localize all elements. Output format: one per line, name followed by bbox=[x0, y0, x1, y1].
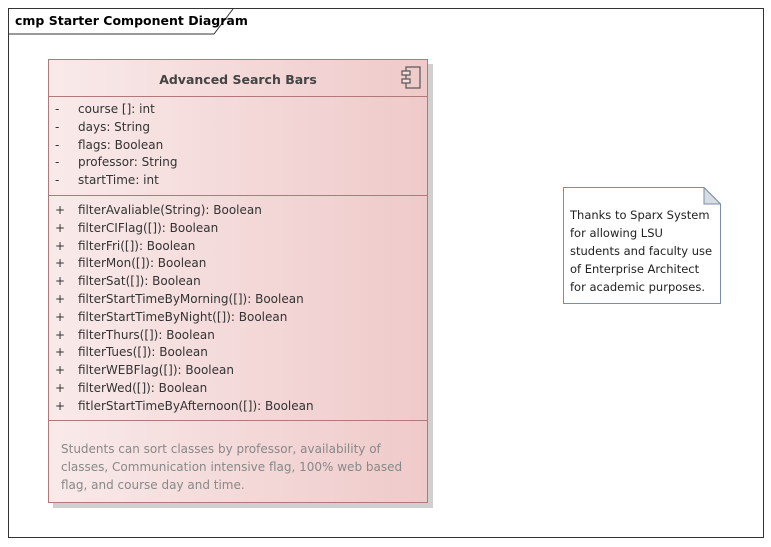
operation-row-text: filterCIFlag([]): Boolean bbox=[78, 220, 219, 235]
visibility-marker: + bbox=[55, 327, 66, 342]
operation-row-text: filterSat([]): Boolean bbox=[78, 274, 201, 289]
component-icon bbox=[401, 65, 425, 91]
operation-row[interactable] bbox=[49, 273, 427, 291]
attribute-row-text: course []: int bbox=[78, 102, 155, 116]
attribute-row[interactable] bbox=[49, 119, 427, 137]
visibility-marker: + bbox=[55, 238, 66, 253]
operation-row[interactable] bbox=[49, 327, 427, 345]
operation-row[interactable] bbox=[49, 202, 427, 220]
operation-row-text: filterMon([]): Boolean bbox=[78, 256, 207, 271]
operation-row-text: fitlerStartTimeByAfternoon([]): Boolean bbox=[78, 398, 314, 413]
attribute-row[interactable] bbox=[49, 137, 427, 155]
attribute-row[interactable] bbox=[49, 172, 427, 190]
visibility-marker: + bbox=[55, 203, 66, 217]
visibility-marker: + bbox=[55, 256, 66, 271]
operation-row-text: filterWEBFlag([]): Boolean bbox=[78, 363, 234, 378]
operation-row[interactable] bbox=[49, 380, 427, 398]
operation-row[interactable] bbox=[49, 309, 427, 327]
operation-row-text: filterTues([]): Boolean bbox=[78, 345, 208, 360]
operation-row[interactable] bbox=[49, 344, 427, 362]
visibility-marker: + bbox=[55, 220, 66, 235]
visibility-marker: - bbox=[55, 173, 60, 188]
operation-row[interactable] bbox=[49, 255, 427, 273]
component-header bbox=[49, 60, 427, 97]
note-text: Thanks to Sparx System for allowing LSU students and faculty use of Enterprise Architect for academic purposes. bbox=[570, 208, 713, 294]
operation-row-text: filterStartTimeByMorning([]): Boolean bbox=[78, 291, 304, 306]
visibility-marker: - bbox=[55, 155, 60, 170]
component-name: Advanced Search Bars bbox=[159, 72, 317, 87]
operation-row[interactable] bbox=[49, 238, 427, 256]
attribute-row-text: flags: Boolean bbox=[78, 137, 164, 152]
visibility-marker: + bbox=[55, 380, 66, 395]
visibility-marker: - bbox=[55, 102, 60, 116]
visibility-marker: + bbox=[55, 345, 66, 360]
operation-row[interactable] bbox=[49, 291, 427, 309]
component-advanced-search-bars[interactable] bbox=[48, 59, 428, 503]
visibility-marker: + bbox=[55, 309, 66, 324]
visibility-marker: + bbox=[55, 398, 66, 413]
operation-row-text: filterFri([]): Boolean bbox=[78, 238, 196, 253]
operation-row-text: filterStartTimeByNight([]): Boolean bbox=[78, 309, 288, 324]
visibility-marker: + bbox=[55, 363, 66, 378]
attribute-row-text: professor: String bbox=[78, 155, 178, 170]
visibility-marker: - bbox=[55, 137, 60, 152]
attribute-row[interactable] bbox=[49, 154, 427, 172]
operation-row[interactable] bbox=[49, 220, 427, 238]
operation-row-text: filterAvaliable(String): Boolean bbox=[78, 203, 262, 217]
visibility-marker: - bbox=[55, 119, 60, 134]
attribute-row-text: days: String bbox=[78, 119, 150, 134]
operation-row[interactable] bbox=[49, 398, 427, 416]
attribute-row-text: startTime: int bbox=[78, 173, 159, 188]
note-element[interactable] bbox=[563, 187, 721, 304]
attributes-compartment bbox=[49, 97, 427, 196]
component-notes: Students can sort classes by professor, availability of classes, Communication intensive flag, 100% web based flag, and course day and time. bbox=[61, 442, 403, 492]
attribute-row[interactable] bbox=[49, 101, 427, 119]
operations-compartment bbox=[49, 197, 427, 421]
visibility-marker: + bbox=[55, 274, 66, 289]
operation-row-text: filterWed([]): Boolean bbox=[78, 380, 208, 395]
visibility-marker: + bbox=[55, 291, 66, 306]
operation-row[interactable] bbox=[49, 362, 427, 380]
operation-row-text: filterThurs([]): Boolean bbox=[78, 327, 215, 342]
diagram-title: cmp Starter Component Diagram bbox=[15, 13, 248, 28]
